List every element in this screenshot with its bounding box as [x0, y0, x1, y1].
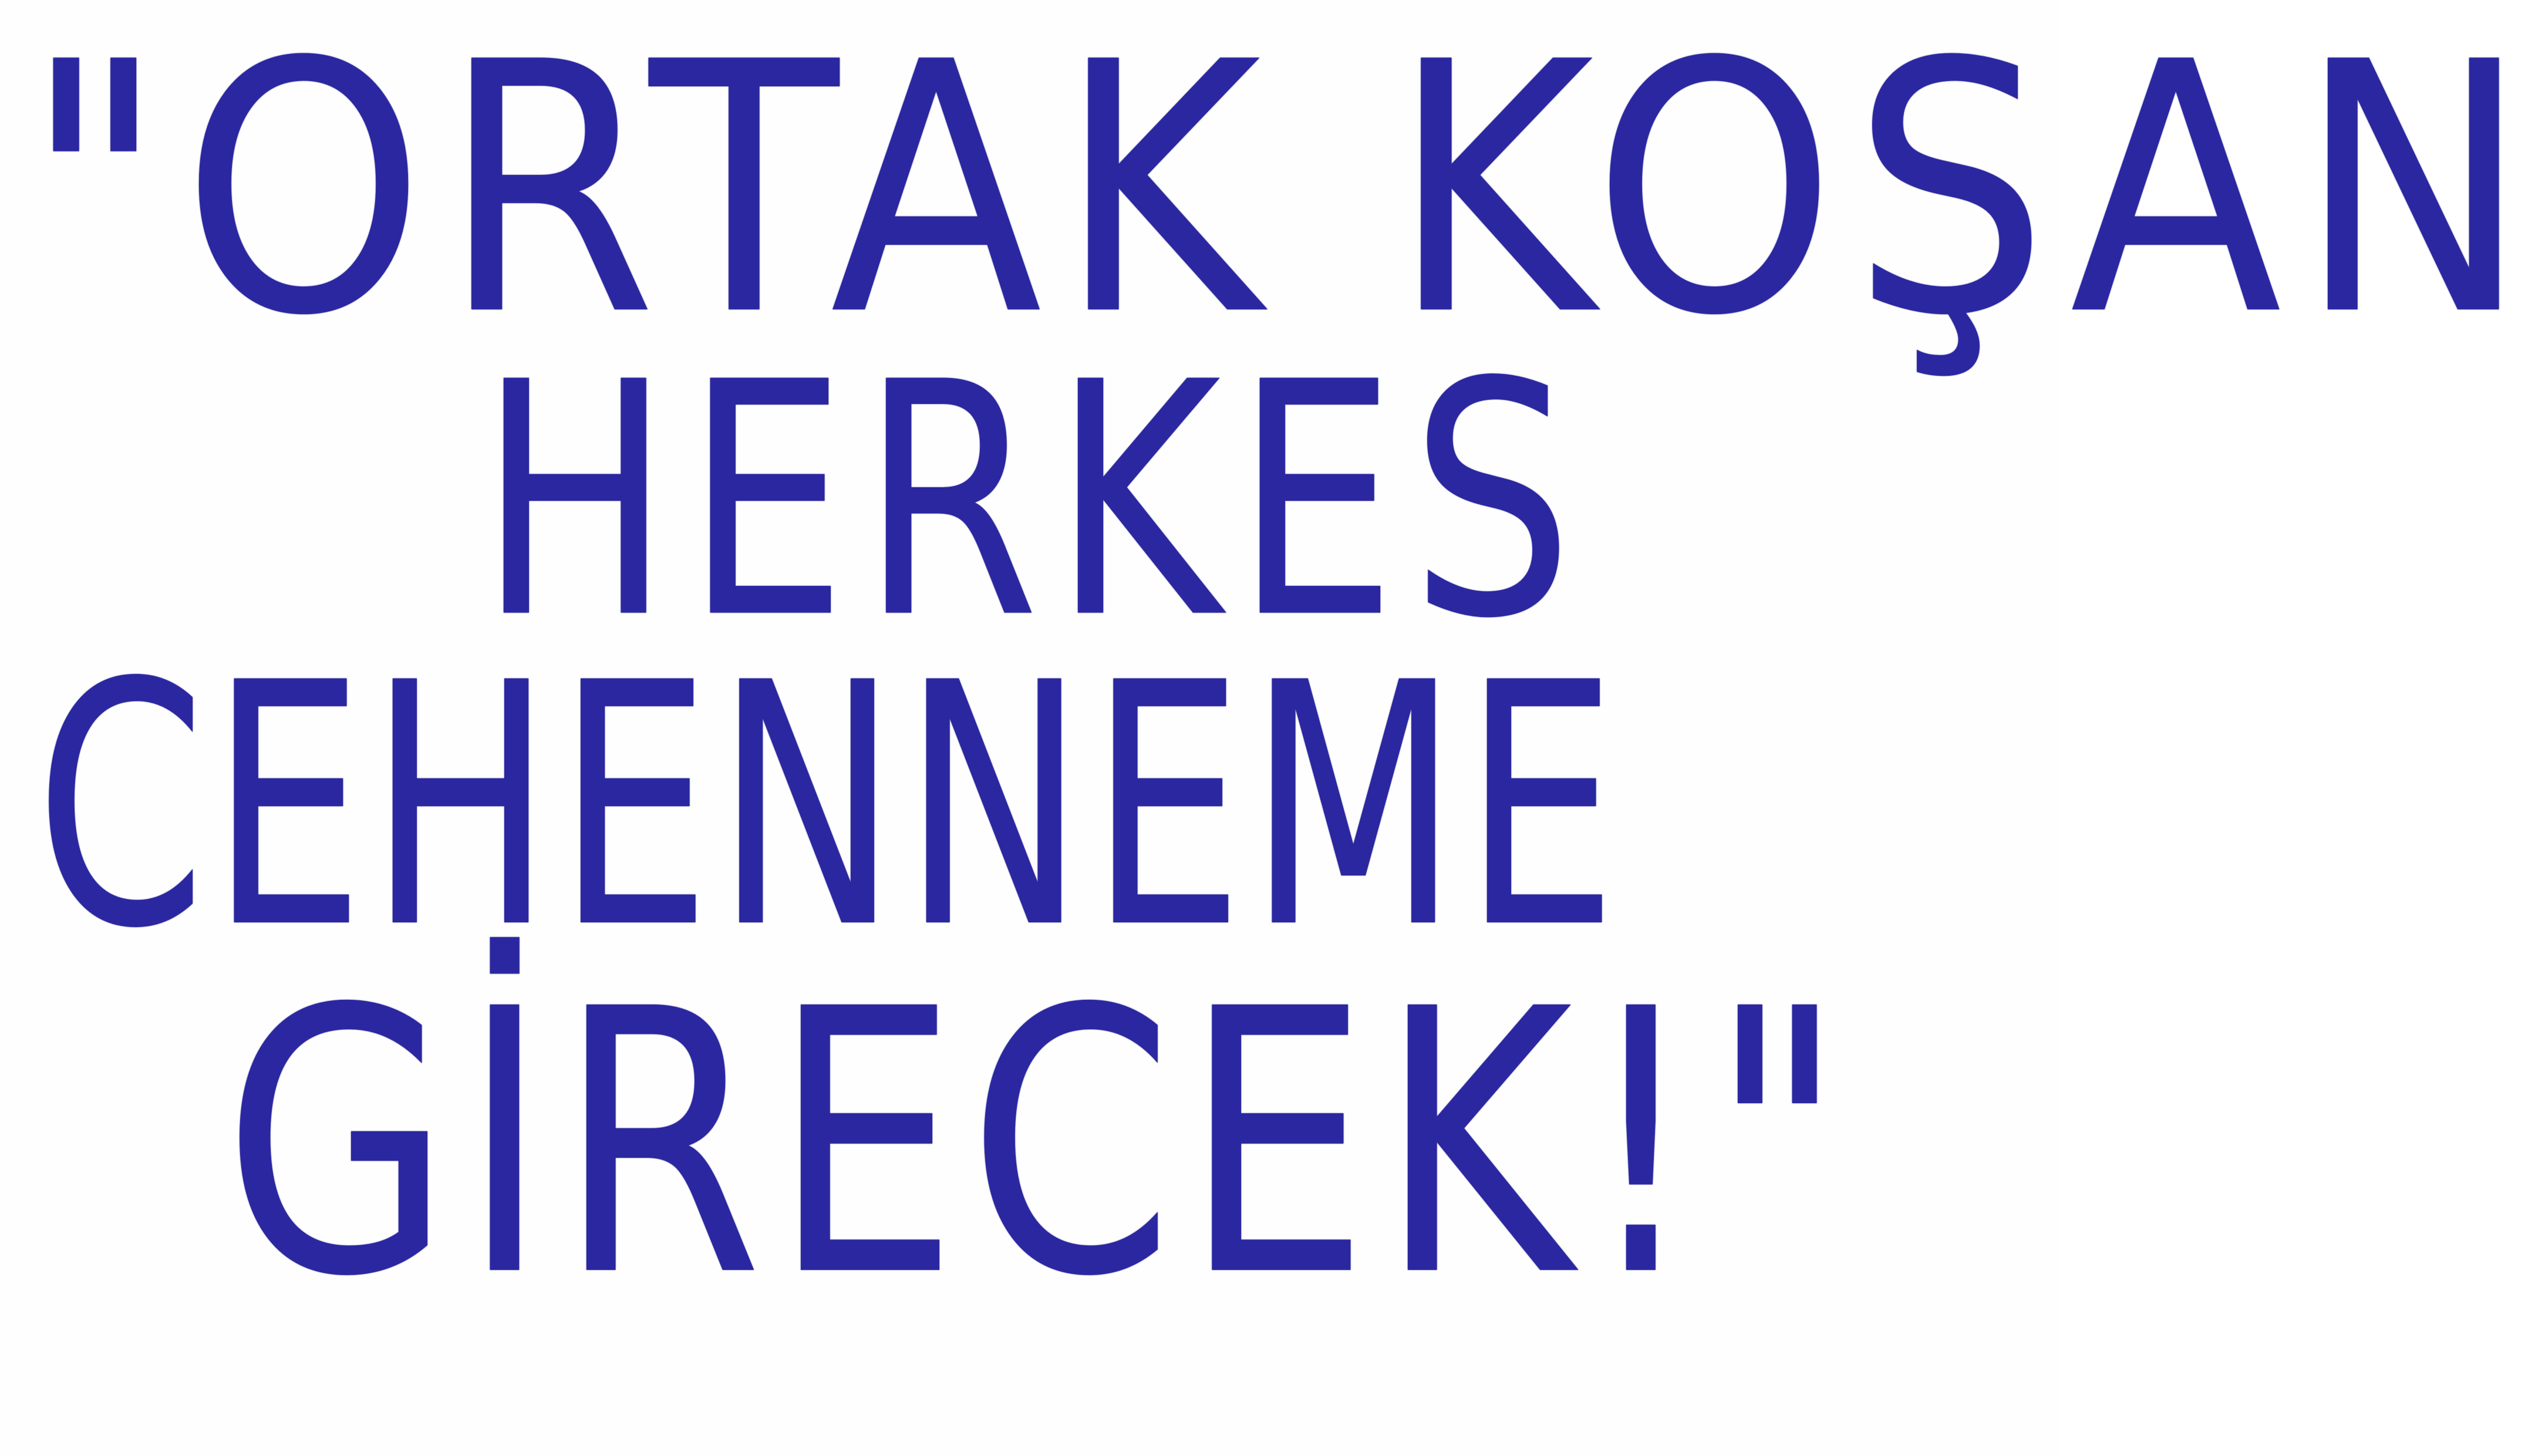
handwritten-line-3: CEHENNEME: [35, 612, 1622, 1002]
handwritten-line-2: HERKES: [478, 314, 1587, 689]
handwritten-line-4: GİRECEK!": [223, 933, 1855, 1356]
handwritten-line-1: "ORTAK KOŞAN: [23, 0, 2545, 392]
